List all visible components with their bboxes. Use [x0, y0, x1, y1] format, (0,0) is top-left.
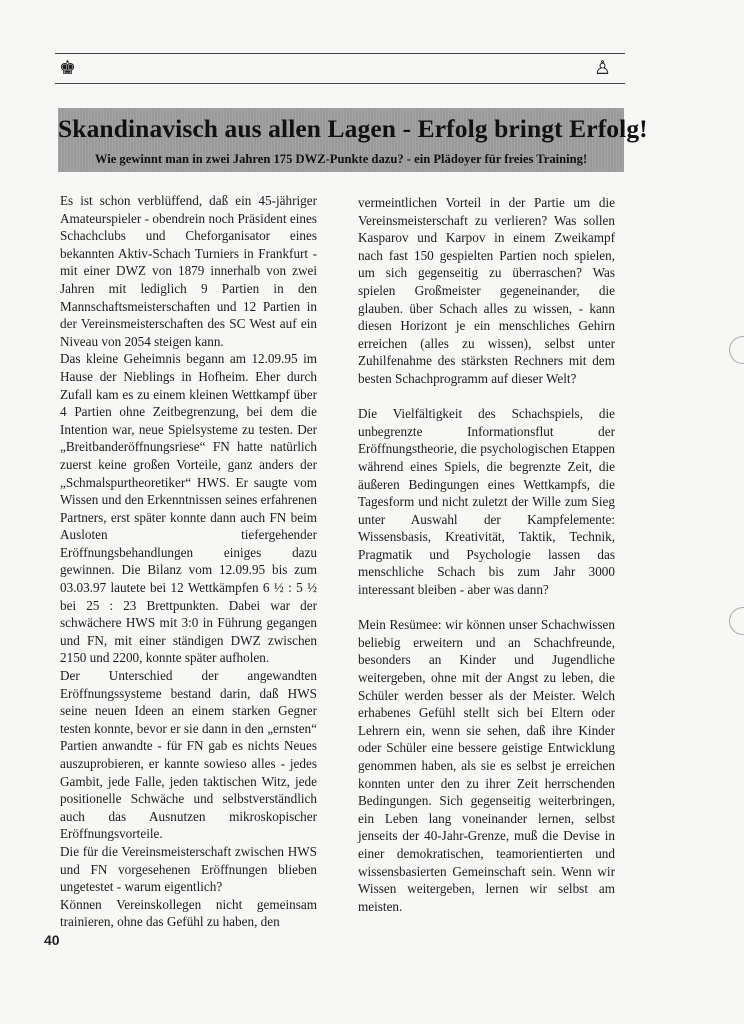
paragraph: Die für die Vereinsmeisterschaft zwischen HWS und FN vorgesehenen Eröffnungen blieben ungetestet - warum eigentlich?: [60, 843, 317, 895]
paragraph: vermeintlichen Vorteil in der Partie um die Vereinsmeisterschaft zu verlieren? Was sollen Kasparov und Karpov in einem Zweikampf nach fast 150 gespielten Partien noch spielen, um sich gegenseitig zu überraschen? Was spielen Großmeister gegeneinander, die glauben. über Schach alles zu wissen, - kann diesen Horizont je ein menschliches Gehirn erreichen (alles zu wissen), selbst unter Zuhilfenahme des stärksten Rechners mit dem besten Schachprogramm auf dieser Welt?: [358, 195, 615, 386]
page-number: 40: [44, 932, 60, 948]
paragraph: Es ist schon verblüffend, daß ein 45-jähriger Amateurspieler - obendrein noch Präsident eines Schachclubs und Cheforganisator eines bekannten Aktiv-Schach Turniers in Frankfurt - mit einer DWZ von 1879 innerhalb von zwei Jahren mit lediglich 9 Partien in den Mannschaftsmeisterschaften und 12 Partien in der Vereinsmeisterschaften des SC West auf ein Niveau von 2054 steigen kann.: [60, 193, 317, 349]
paragraph: Die Vielfältigkeit des Schachspiels, die unbegrenzte Informationsflut der Eröffnungstheorie, die psychologischen Etappen während eines Spiels, die begrenzte Zeit, die äußeren Bedingungen eines Wettkampfs, die Tagesform und nicht zuletzt der Wille zum Sieg unter Auswahl der Kampfelemente: Wissensbasis, Kreativität, Taktik, Technik, Pragmatik und Psychologie lassen das menschliche Schach bis zum Jahr 3000 interessant bleiben - aber was dann?: [358, 406, 615, 598]
paragraph: Der Unterschied der angewandten Eröffnungssysteme bestand darin, daß HWS seine neuen Ideen an einem starken Gegner testen konnte, bevor er sie dann in den „ernsten“ Partien anwandte - für FN gab es nichts Neues auszuprobieren, er kannte sowieso alles - jedes Gambit, jede Falle, jeden taktischen Witz, jede positionelle Schwäche und selbstverständlich auch das Ausnutzen mikroskopischer Eröffnungsvorteile.: [60, 668, 317, 842]
chess-pawn-icon: ♙: [594, 58, 612, 79]
binder-hole: [729, 607, 744, 635]
header-top-rule: [55, 53, 625, 54]
paragraph: Können Vereinskollegen nicht gemeinsam trainieren, ohne das Gefühl zu haben, den: [60, 896, 317, 930]
binder-hole: [729, 336, 744, 364]
chess-king-icon: ♚: [59, 58, 77, 79]
article-subtitle: Wie gewinnt man in zwei Jahren 175 DWZ-Punkte dazu? - ein Plädoyer für freies Training!: [94, 152, 588, 166]
paragraph: Das kleine Geheimnis begann am 12.09.95 im Hause der Nieblings in Hofheim. Eher durch Zufall kam es zu einem kleinen Wettkampf über 4 Partien ohne Zeitbegrenzung, bei dem die Intention war, neue Spielsysteme zu testen. Der „Breitbanderöffnungsriese“ FN hatte natürlich zuerst keine großen Vorteile, ganz anders der „Schmalspurtheoretiker“ HWS. Er saugte vom Wissen und den Erkenntnissen seines erfahrenen Partners, erst später konnte dann auch FN beim Ausloten tiefergehender Eröffnungsbehandlungen einiges dazu gewinnen. Die Bilanz vom 12.09.95 bis zum 03.03.97 lautete bei 12 Wettkämpfen 6 ½ : 5 ½ bei 25 : 23 Brettpunkten. Dabei war der schwächere HWS mit 3:0 in Führung gegangen und FN, mit einer ständigen DWZ zwischen 2150 und 2200, konnte später aufholen.: [60, 351, 317, 666]
article-title: Skandinavisch aus allen Lagen - Erfolg bringt Erfolg!: [58, 114, 648, 143]
paragraph: Mein Resümee: wir können unser Schachwissen beliebig erweitern und an Schachfreunde, besonders an Kinder und Jugendliche weitergeben, ohne mit der Angst zu leben, die Schüler werden besser als der Meister. Welch erhabenes Gefühl stellt sich bei Eltern oder Lehrern ein, wenn sie sehen, daß ihre Kinder oder Schüler eine bessere geistige Entwicklung genommen haben, als sie es selbst je erreichen konnten unter den zu ihrer Zeit herrschenden Bedingungen. Sich gegenseitig weiterbringen, ein Leben lang voneinander lernen, selbst jenseits der 40-Jahr-Grenze, muß die Devise in einer demokratischen, teamorientierten und wissensbasierten Gemeinschaft sein. Wenn wir Wissen weitergeben, lernen wir selbst am meisten.: [358, 617, 615, 914]
header-bottom-rule: [55, 83, 625, 84]
right-text-column: [358, 194, 615, 915]
article-banner: [58, 108, 648, 172]
left-text-column: [60, 192, 317, 931]
